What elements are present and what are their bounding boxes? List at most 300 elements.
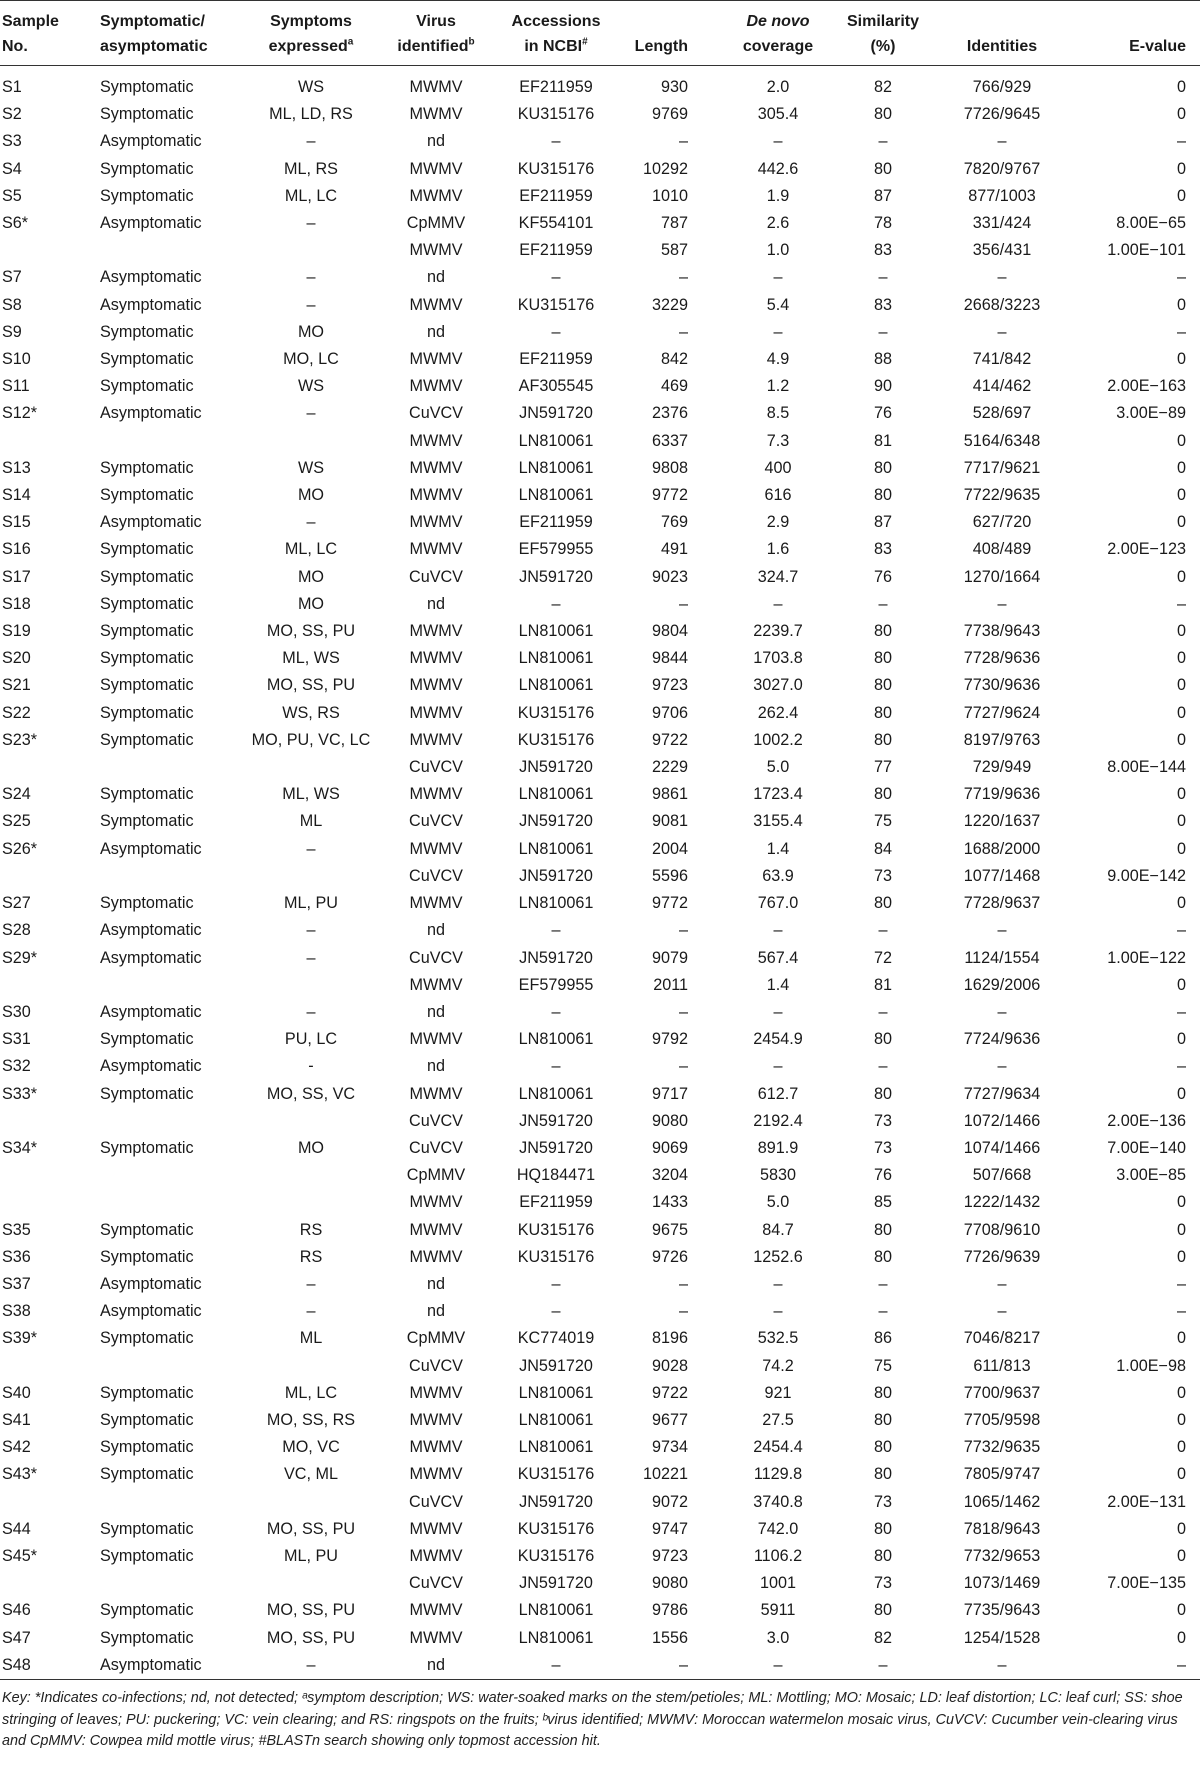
evalue-cell: 0	[1176, 1329, 1186, 1348]
coverage-cell: –	[773, 1274, 783, 1293]
status-cell: Symptomatic	[100, 1247, 194, 1266]
symptoms-cell: MO, SS, RS	[266, 1410, 356, 1429]
length-cell: –	[678, 1057, 688, 1076]
coverage-cell: 2.0	[766, 78, 790, 96]
length-cell: 9792	[651, 1030, 688, 1049]
similarity-cell: 87	[873, 186, 892, 205]
coverage-cell: 742.0	[757, 1519, 799, 1538]
coverage-cell: 5911	[760, 1601, 796, 1620]
similarity-cell: 80	[873, 1546, 892, 1565]
status-cell: Symptomatic	[100, 322, 194, 341]
sample-cell: S20	[2, 649, 31, 668]
virus-cell: MWMV	[409, 1084, 463, 1103]
identities-cell: 7726/9639	[963, 1247, 1041, 1266]
accession-cell: AF305545	[518, 377, 594, 396]
evalue-cell: 0	[1176, 1519, 1186, 1538]
evalue-cell: 0	[1176, 649, 1186, 668]
virus-cell: MWMV	[409, 894, 463, 913]
status-cell	[86, 1489, 236, 1516]
symptoms-cell: –	[306, 295, 316, 314]
length-cell: 9072	[651, 1492, 688, 1511]
identities-cell: 7732/9635	[963, 1438, 1041, 1457]
sample-cell: S1	[2, 78, 22, 96]
length-cell: 930	[660, 78, 688, 96]
similarity-cell: –	[878, 132, 888, 151]
length-cell: –	[678, 1302, 688, 1321]
evalue-cell: 0	[1176, 730, 1186, 749]
length-cell: 9706	[651, 703, 688, 722]
symptoms-cell	[236, 863, 386, 890]
identities-cell: 7708/9610	[963, 1220, 1041, 1239]
sample-cell: S39*	[2, 1329, 38, 1348]
status-cell: Symptomatic	[100, 594, 194, 613]
status-cell: Symptomatic	[100, 458, 194, 477]
length-cell: –	[678, 594, 688, 613]
identities-cell: –	[932, 1652, 1072, 1680]
length-cell: 787	[660, 214, 688, 233]
virus-cell: MWMV	[409, 295, 463, 314]
identities-cell: 7719/9636	[963, 785, 1041, 804]
virus-cell: nd	[426, 921, 445, 940]
virus-cell: MWMV	[409, 676, 463, 695]
sample-cell: S2	[2, 105, 22, 124]
table-row	[0, 1652, 1200, 1680]
accession-cell: LN810061	[518, 1084, 594, 1103]
sample-cell	[0, 1570, 86, 1597]
sample-cell: S6*	[2, 214, 29, 233]
virus-cell: MWMV	[409, 1193, 463, 1212]
status-cell: Symptomatic	[100, 159, 194, 178]
sample-cell	[0, 428, 86, 455]
virus-cell: CuVCV	[409, 812, 463, 831]
length-cell: 9677	[651, 1410, 688, 1429]
length-cell: 9023	[651, 567, 688, 586]
sample-cell: S28	[2, 921, 31, 940]
symptoms-cell: ML	[299, 1329, 323, 1348]
symptoms-cell: –	[306, 513, 316, 532]
status-cell: Asymptomatic	[100, 921, 202, 940]
evalue-cell: 1.00E−98	[1116, 1356, 1186, 1375]
sample-cell: S45*	[2, 1546, 38, 1565]
table-row	[0, 972, 1200, 999]
similarity-cell: –	[878, 1274, 888, 1293]
accession-cell: JN591720	[519, 1492, 593, 1511]
similarity-cell: 73	[873, 1111, 892, 1130]
identities-cell: 877/1003	[968, 186, 1036, 205]
virus-cell: MWMV	[409, 486, 463, 505]
accession-cell: JN591720	[519, 812, 593, 831]
accession-cell: KU315176	[517, 1220, 595, 1239]
coverage-cell: 1252.6	[753, 1247, 803, 1266]
identities-cell: 7724/9636	[963, 1030, 1041, 1049]
virus-cell: CuVCV	[409, 866, 463, 885]
virus-cell: CpMMV	[406, 214, 466, 233]
sample-cell: S23*	[2, 730, 38, 749]
similarity-cell: 77	[873, 758, 892, 777]
sample-cell: S44	[2, 1519, 31, 1538]
sample-cell: S5	[2, 186, 22, 205]
length-cell: 9861	[651, 785, 688, 804]
coverage-cell: 1703.8	[753, 649, 803, 668]
identities-cell: 414/462	[972, 377, 1032, 396]
coverage-cell: 2.6	[766, 214, 790, 233]
table-row	[0, 156, 1200, 183]
accession-cell: LN810061	[518, 458, 594, 477]
coverage-cell: 27.5	[762, 1410, 794, 1429]
length-cell: 769	[660, 513, 688, 532]
table-row	[0, 1434, 1200, 1461]
coverage-cell: 1.4	[766, 975, 790, 994]
coverage-cell: –	[773, 268, 783, 287]
status-cell: Symptomatic	[100, 186, 194, 205]
identities-cell: 7727/9624	[963, 703, 1041, 722]
virus-cell: CuVCV	[409, 567, 463, 586]
status-cell	[86, 237, 236, 264]
coverage-cell: 1129.8	[753, 1465, 803, 1484]
similarity-cell: –	[878, 1302, 888, 1321]
table-row	[0, 1244, 1200, 1271]
accession-cell: EF211959	[519, 513, 593, 532]
sample-cell: S43*	[2, 1465, 38, 1484]
accession-cell: LN810061	[518, 1410, 594, 1429]
accession-cell: LN810061	[518, 486, 594, 505]
virus-cell: MWMV	[409, 1383, 463, 1402]
evalue-cell: 0	[1176, 78, 1186, 96]
status-cell: Asymptomatic	[100, 1057, 202, 1076]
virus-cell: MWMV	[409, 78, 463, 96]
length-cell: 2229	[651, 758, 688, 777]
evalue-cell: 0	[1176, 295, 1186, 314]
accession-cell: –	[551, 594, 561, 613]
coverage-cell: 5830	[759, 1166, 796, 1185]
symptoms-cell: MO, SS, PU	[266, 1628, 356, 1647]
table-row	[0, 1597, 1200, 1624]
status-cell: Asymptomatic	[100, 513, 202, 532]
coverage-cell: 891.9	[757, 1138, 799, 1157]
length-cell: 2376	[651, 404, 688, 423]
status-cell	[86, 1108, 236, 1135]
coverage-cell: 1723.4	[753, 785, 803, 804]
symptoms-cell: WS	[297, 377, 325, 396]
accession-cell: KC774019	[517, 1329, 595, 1348]
virus-cell: MWMV	[409, 1030, 463, 1049]
status-cell: Asymptomatic	[100, 214, 202, 233]
similarity-cell: –	[878, 594, 888, 613]
identities-cell: 7717/9621	[963, 458, 1041, 477]
virus-cell: nd	[426, 132, 445, 151]
accession-cell: HQ184471	[516, 1166, 596, 1185]
virus-cell: MWMV	[409, 839, 463, 858]
similarity-cell: 80	[873, 1383, 892, 1402]
symptoms-cell: VC, ML	[284, 1465, 338, 1484]
table-row	[0, 455, 1200, 482]
status-cell	[86, 428, 236, 455]
evalue-cell: –	[1176, 921, 1186, 940]
similarity-cell: 73	[873, 866, 892, 885]
accession-cell: KU315176	[517, 105, 595, 124]
table-row	[0, 1325, 1200, 1352]
length-cell: 842	[660, 350, 688, 369]
coverage-cell: –	[773, 1302, 783, 1321]
table-row	[0, 1353, 1200, 1380]
status-cell	[86, 972, 236, 999]
identities-cell: 1222/1432	[963, 1193, 1041, 1212]
symptoms-cell: -	[308, 1057, 314, 1076]
length-cell: 1556	[651, 1628, 688, 1647]
sample-cell: S47	[2, 1628, 31, 1647]
identities-cell: 7727/9634	[963, 1084, 1041, 1103]
similarity-cell: –	[878, 921, 888, 940]
accession-cell: KU315176	[517, 159, 595, 178]
identities-cell: 2668/3223	[963, 295, 1041, 314]
identities-cell: 7805/9747	[963, 1465, 1041, 1484]
coverage-cell: 3155.4	[753, 812, 803, 831]
length-cell: 9808	[651, 458, 688, 477]
similarity-cell: 75	[873, 1356, 892, 1375]
virus-cell: MWMV	[409, 1220, 463, 1239]
accession-cell: JN591720	[519, 1574, 593, 1593]
accession-cell: EF211959	[519, 241, 593, 260]
accession-cell: EF579955	[518, 540, 594, 559]
table-footnote: Key: *Indicates co-infections; nd, not detected; ᵃsymptom description; WS: water-soaked marks on the stem/petioles; ML: Mottling; MO: Mosaic; LD: leaf distortion; LC: leaf curl; SS: shoe stringing of leaves; PU: puckering; VC: vein clearing; and RS: ringspots on the fruits; ᵇvirus identified; MWMV: Moroccan watermelon mosaic virus, CuVCV: Cucumber vein-clearing virus and CpMMV: Cowpea mild mottle virus; #BLASTn search showing only topmost accession hit.	[2, 1690, 1183, 1749]
similarity-cell: 78	[873, 214, 892, 233]
accession-cell: EF211959	[519, 1193, 593, 1212]
coverage-cell: –	[773, 921, 783, 940]
identities-cell: 1124/1554	[964, 948, 1040, 967]
length-cell: 3229	[651, 295, 688, 314]
length-cell: 1433	[651, 1193, 688, 1212]
status-cell	[86, 1353, 236, 1380]
length-cell: 9772	[651, 894, 688, 913]
table-row	[0, 1053, 1200, 1080]
header-virus: Virus identified$^b$	[386, 1, 486, 66]
status-cell	[86, 1162, 236, 1189]
virus-cell: MWMV	[409, 159, 463, 178]
evalue-cell: 9.00E−142	[1107, 866, 1186, 885]
evalue-cell: 1.00E−101	[1107, 241, 1186, 260]
accession-cell: JN591720	[519, 1138, 593, 1157]
evalue-cell: –	[1176, 1002, 1186, 1021]
status-cell: Symptomatic	[100, 105, 194, 124]
coverage-cell: 3027.0	[753, 676, 803, 695]
symptoms-cell	[236, 428, 386, 455]
similarity-cell: 80	[873, 1465, 892, 1484]
table-row	[0, 128, 1200, 155]
sample-cell: S13	[2, 458, 31, 477]
evalue-cell: 0	[1176, 622, 1186, 641]
identities-cell: 7738/9643	[963, 622, 1041, 641]
table-row	[0, 346, 1200, 373]
sample-cell: S3	[2, 132, 22, 151]
length-cell: 5596	[651, 866, 688, 885]
accession-cell: LN810061	[518, 649, 594, 668]
status-cell: Asymptomatic	[100, 132, 202, 151]
virus-cell: CpMMV	[406, 1166, 466, 1185]
table-row	[0, 66, 1200, 102]
accession-cell: LN810061	[518, 622, 594, 641]
symptoms-cell: –	[306, 839, 316, 858]
status-cell: Symptomatic	[100, 1329, 194, 1348]
symptoms-cell: RS	[299, 1247, 323, 1266]
virus-cell: nd	[426, 1302, 445, 1321]
status-cell: Asymptomatic	[100, 839, 202, 858]
length-cell: 9844	[651, 649, 688, 668]
evalue-cell: –	[1176, 322, 1186, 341]
evalue-cell: 0	[1176, 785, 1186, 804]
status-cell: Symptomatic	[100, 649, 194, 668]
similarity-cell: –	[878, 322, 888, 341]
identities-cell: –	[997, 1057, 1007, 1076]
identities-cell: –	[997, 1002, 1007, 1021]
virus-cell: MWMV	[409, 350, 463, 369]
coverage-cell: 612.7	[757, 1084, 799, 1103]
similarity-cell: 72	[873, 948, 892, 967]
sample-cell: S29*	[2, 948, 38, 967]
table-row	[0, 618, 1200, 645]
symptoms-cell	[236, 1162, 386, 1189]
virus-cell: MWMV	[409, 730, 463, 749]
table-row	[0, 264, 1200, 291]
evalue-cell: 0	[1176, 350, 1186, 369]
virus-cell: nd	[426, 1002, 445, 1021]
symptoms-cell	[236, 972, 386, 999]
similarity-cell: 73	[873, 1574, 892, 1593]
symptoms-cell: –	[306, 1274, 316, 1293]
similarity-cell: 80	[873, 894, 892, 913]
sample-cell	[0, 1489, 86, 1516]
coverage-cell: –	[722, 1652, 834, 1680]
symptoms-cell: RS	[299, 1220, 323, 1239]
similarity-cell: 80	[873, 676, 892, 695]
status-cell: Symptomatic	[100, 676, 194, 695]
virus-cell: CuVCV	[409, 948, 463, 967]
evalue-cell: –	[1176, 132, 1186, 151]
header-row	[0, 1, 1200, 66]
sample-cell: S35	[2, 1220, 31, 1239]
identities-cell: 8197/9763	[963, 730, 1041, 749]
symptoms-cell	[236, 1189, 386, 1216]
similarity-cell: 80	[873, 730, 892, 749]
similarity-cell: 86	[873, 1329, 892, 1348]
symptoms-cell: ML, WS	[282, 649, 340, 668]
symptoms-cell: –	[306, 1302, 316, 1321]
sample-cell	[0, 1189, 86, 1216]
status-cell: Symptomatic	[100, 1546, 194, 1565]
symptoms-cell	[236, 1489, 386, 1516]
symptoms-cell: MO, SS, PU	[266, 1519, 356, 1538]
evalue-cell: 0	[1176, 676, 1186, 695]
status-cell: Asymptomatic	[100, 948, 202, 967]
virus-cell: MWMV	[409, 1465, 463, 1484]
similarity-cell: 83	[873, 241, 892, 260]
sample-cell: S4	[2, 159, 22, 178]
coverage-cell: 74.2	[762, 1356, 794, 1375]
coverage-cell: 442.6	[757, 159, 799, 178]
status-cell: Symptomatic	[100, 622, 194, 641]
length-cell: 9081	[651, 812, 688, 831]
length-cell: 2004	[651, 839, 688, 858]
symptoms-cell: MO, SS, PU	[266, 676, 356, 695]
table-row	[0, 1461, 1200, 1488]
accession-cell: LN810061	[518, 1628, 594, 1647]
length-cell: 9028	[651, 1356, 688, 1375]
length-cell: 9722	[651, 730, 688, 749]
identities-cell: 7818/9643	[963, 1519, 1041, 1538]
table-row	[0, 237, 1200, 264]
identities-cell: 7726/9645	[963, 105, 1041, 124]
virus-cell: MWMV	[409, 186, 463, 205]
accession-cell: LN810061	[518, 1383, 594, 1402]
length-cell: 2011	[653, 975, 688, 994]
sample-cell: S11	[2, 377, 30, 396]
sample-cell: S27	[2, 894, 31, 913]
length-cell: 9747	[651, 1519, 688, 1538]
evalue-cell: 0	[1176, 1546, 1186, 1565]
header-similarity: Similarity (%)	[834, 1, 932, 66]
identities-cell: 729/949	[972, 758, 1032, 777]
similarity-cell: 80	[873, 105, 892, 124]
coverage-cell: 262.4	[757, 703, 799, 722]
coverage-cell: –	[773, 594, 783, 613]
length-cell: 3204	[651, 1166, 688, 1185]
symptoms-cell	[236, 1108, 386, 1135]
table-row	[0, 1189, 1200, 1216]
status-cell: Asymptomatic	[100, 268, 202, 287]
coverage-cell: 5.0	[766, 758, 790, 777]
table-row	[0, 183, 1200, 210]
virus-cell: nd	[426, 1057, 445, 1076]
identities-cell: 7046/8217	[963, 1329, 1041, 1348]
table-row	[0, 808, 1200, 835]
accession-cell: –	[551, 132, 561, 151]
identities-cell: 7722/9635	[963, 486, 1041, 505]
sample-cell: S21	[2, 676, 31, 695]
evalue-cell: –	[1176, 1057, 1186, 1076]
accession-cell: LN810061	[518, 894, 594, 913]
evalue-cell: 0	[1176, 1438, 1186, 1457]
accession-cell: LN810061	[518, 785, 594, 804]
length-cell: 9769	[651, 105, 688, 124]
length-cell: 9080	[651, 1574, 688, 1593]
symptoms-cell: ML, PU	[284, 894, 338, 913]
status-cell	[86, 1189, 236, 1216]
status-cell: Symptomatic	[100, 894, 194, 913]
symptoms-cell: MO	[297, 567, 325, 586]
similarity-cell: 81	[873, 431, 892, 450]
length-cell: 587	[660, 241, 688, 260]
similarity-cell: 82	[873, 1628, 892, 1647]
table-row	[0, 1162, 1200, 1189]
length-cell: 9723	[651, 1546, 688, 1565]
virus-cell: MWMV	[409, 1628, 463, 1647]
similarity-cell: 83	[873, 540, 892, 559]
table-row	[0, 890, 1200, 917]
sample-cell: S25	[2, 812, 31, 831]
length-cell: –	[678, 268, 688, 287]
sample-cell: S30	[2, 1002, 31, 1021]
virus-cell: nd	[386, 1652, 486, 1680]
coverage-cell: 2454.4	[753, 1438, 803, 1457]
accession-cell: JN591720	[519, 1356, 593, 1375]
identities-cell: 7705/9598	[963, 1410, 1041, 1429]
table-row	[0, 591, 1200, 618]
table-row	[0, 101, 1200, 128]
sample-cell: S19	[2, 622, 31, 641]
identities-cell: –	[997, 594, 1007, 613]
length-cell: 10292	[642, 159, 688, 178]
similarity-cell: 76	[873, 567, 892, 586]
evalue-cell: 7.00E−140	[1107, 1138, 1186, 1157]
